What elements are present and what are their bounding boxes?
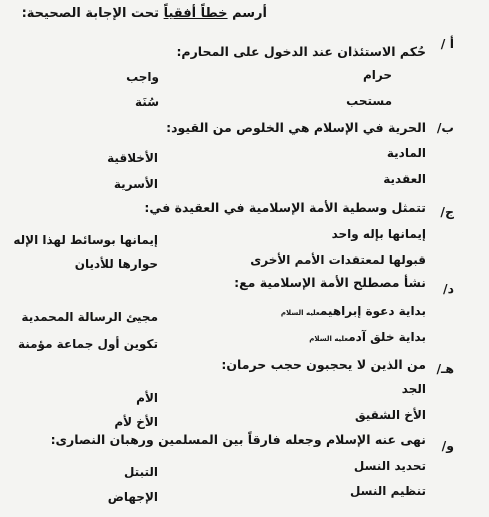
- instruction-suffix: تحت الإجابة الصحيحة:: [21, 6, 160, 21]
- question-d-option-4[interactable]: تكوين أول جماعة مؤمنة: [17, 337, 158, 351]
- question-a-label: أ /: [440, 36, 454, 51]
- question-f-label: و/: [441, 438, 454, 453]
- question-b-option-1[interactable]: المادية: [386, 146, 426, 160]
- question-a-text: حُكم الاستئذان عند الدخول على المحارم:: [176, 44, 426, 59]
- question-c-text: تتمثل وسطية الأمة الإسلامية في العقيدة في:: [144, 200, 426, 215]
- question-f-option-1[interactable]: تحديد النسل: [353, 459, 426, 473]
- question-a-option-4[interactable]: سُنَة: [135, 95, 159, 109]
- question-c-option-4[interactable]: حوارها للأديان: [74, 257, 158, 271]
- question-a-option-2[interactable]: مستحب: [346, 94, 392, 108]
- question-d-text: نشأ مصطلح الأمة الإسلامية مع:: [234, 275, 426, 290]
- question-d-option-1[interactable]: [281, 303, 426, 321]
- question-e-label: هـ/: [436, 361, 454, 376]
- question-e-option-1[interactable]: الجد: [401, 382, 426, 396]
- question-a-option-1[interactable]: حرام: [362, 68, 392, 82]
- question-b-option-3[interactable]: الأخلاقية: [107, 151, 158, 165]
- question-b-label: ب/: [436, 120, 454, 135]
- instruction-prefix: أرسم: [232, 6, 267, 21]
- instruction-underlined: خطاً أفقياً: [163, 6, 228, 21]
- question-f-option-4[interactable]: الإجهاض: [107, 490, 158, 504]
- instruction: [22, 6, 267, 22]
- question-d-option-3[interactable]: مجيئ الرسالة المحمدية: [21, 310, 158, 324]
- question-d-option-2[interactable]: [309, 329, 426, 347]
- question-b-text: الحرية في الإسلام هي الخلوص من القيود:: [166, 120, 426, 135]
- question-c-option-1[interactable]: إيمانها بإله واحد: [331, 227, 426, 241]
- question-b-option-2[interactable]: العقدية: [383, 172, 426, 186]
- question-e-option-2[interactable]: الأخ الشقيق: [354, 408, 426, 422]
- honorific-glyph: عليه السلام: [280, 309, 320, 317]
- question-f-option-2[interactable]: تنظيم النسل: [349, 484, 426, 498]
- question-c-option-3[interactable]: إيمانها بوسائط لهذا الإله: [13, 233, 158, 247]
- question-d-option-2-text: بداية خلق آدم: [348, 330, 426, 344]
- question-d-label: د/: [443, 281, 454, 296]
- question-a-option-3[interactable]: واجب: [126, 70, 159, 84]
- honorific-glyph: عليه السلام: [309, 335, 349, 343]
- question-e-text: من الذين لا يحجبون حجب حرمان:: [221, 357, 426, 372]
- question-c-option-2[interactable]: قبولها لمعتقدات الأمم الأخرى: [250, 253, 426, 267]
- question-e-option-4[interactable]: الأخ لأم: [114, 415, 158, 429]
- question-b-option-4[interactable]: الأسرية: [113, 177, 158, 191]
- question-e-option-3[interactable]: الأم: [136, 391, 158, 405]
- question-d-option-1-text: بداية دعوة إبراهيم: [319, 304, 426, 318]
- question-f-text: نهى عنه الإسلام وجعله فارقاً بين المسلمين ورهبان النصارى:: [50, 432, 426, 447]
- question-f-option-3[interactable]: التبتل: [123, 465, 158, 479]
- question-c-label: ج/: [440, 204, 454, 219]
